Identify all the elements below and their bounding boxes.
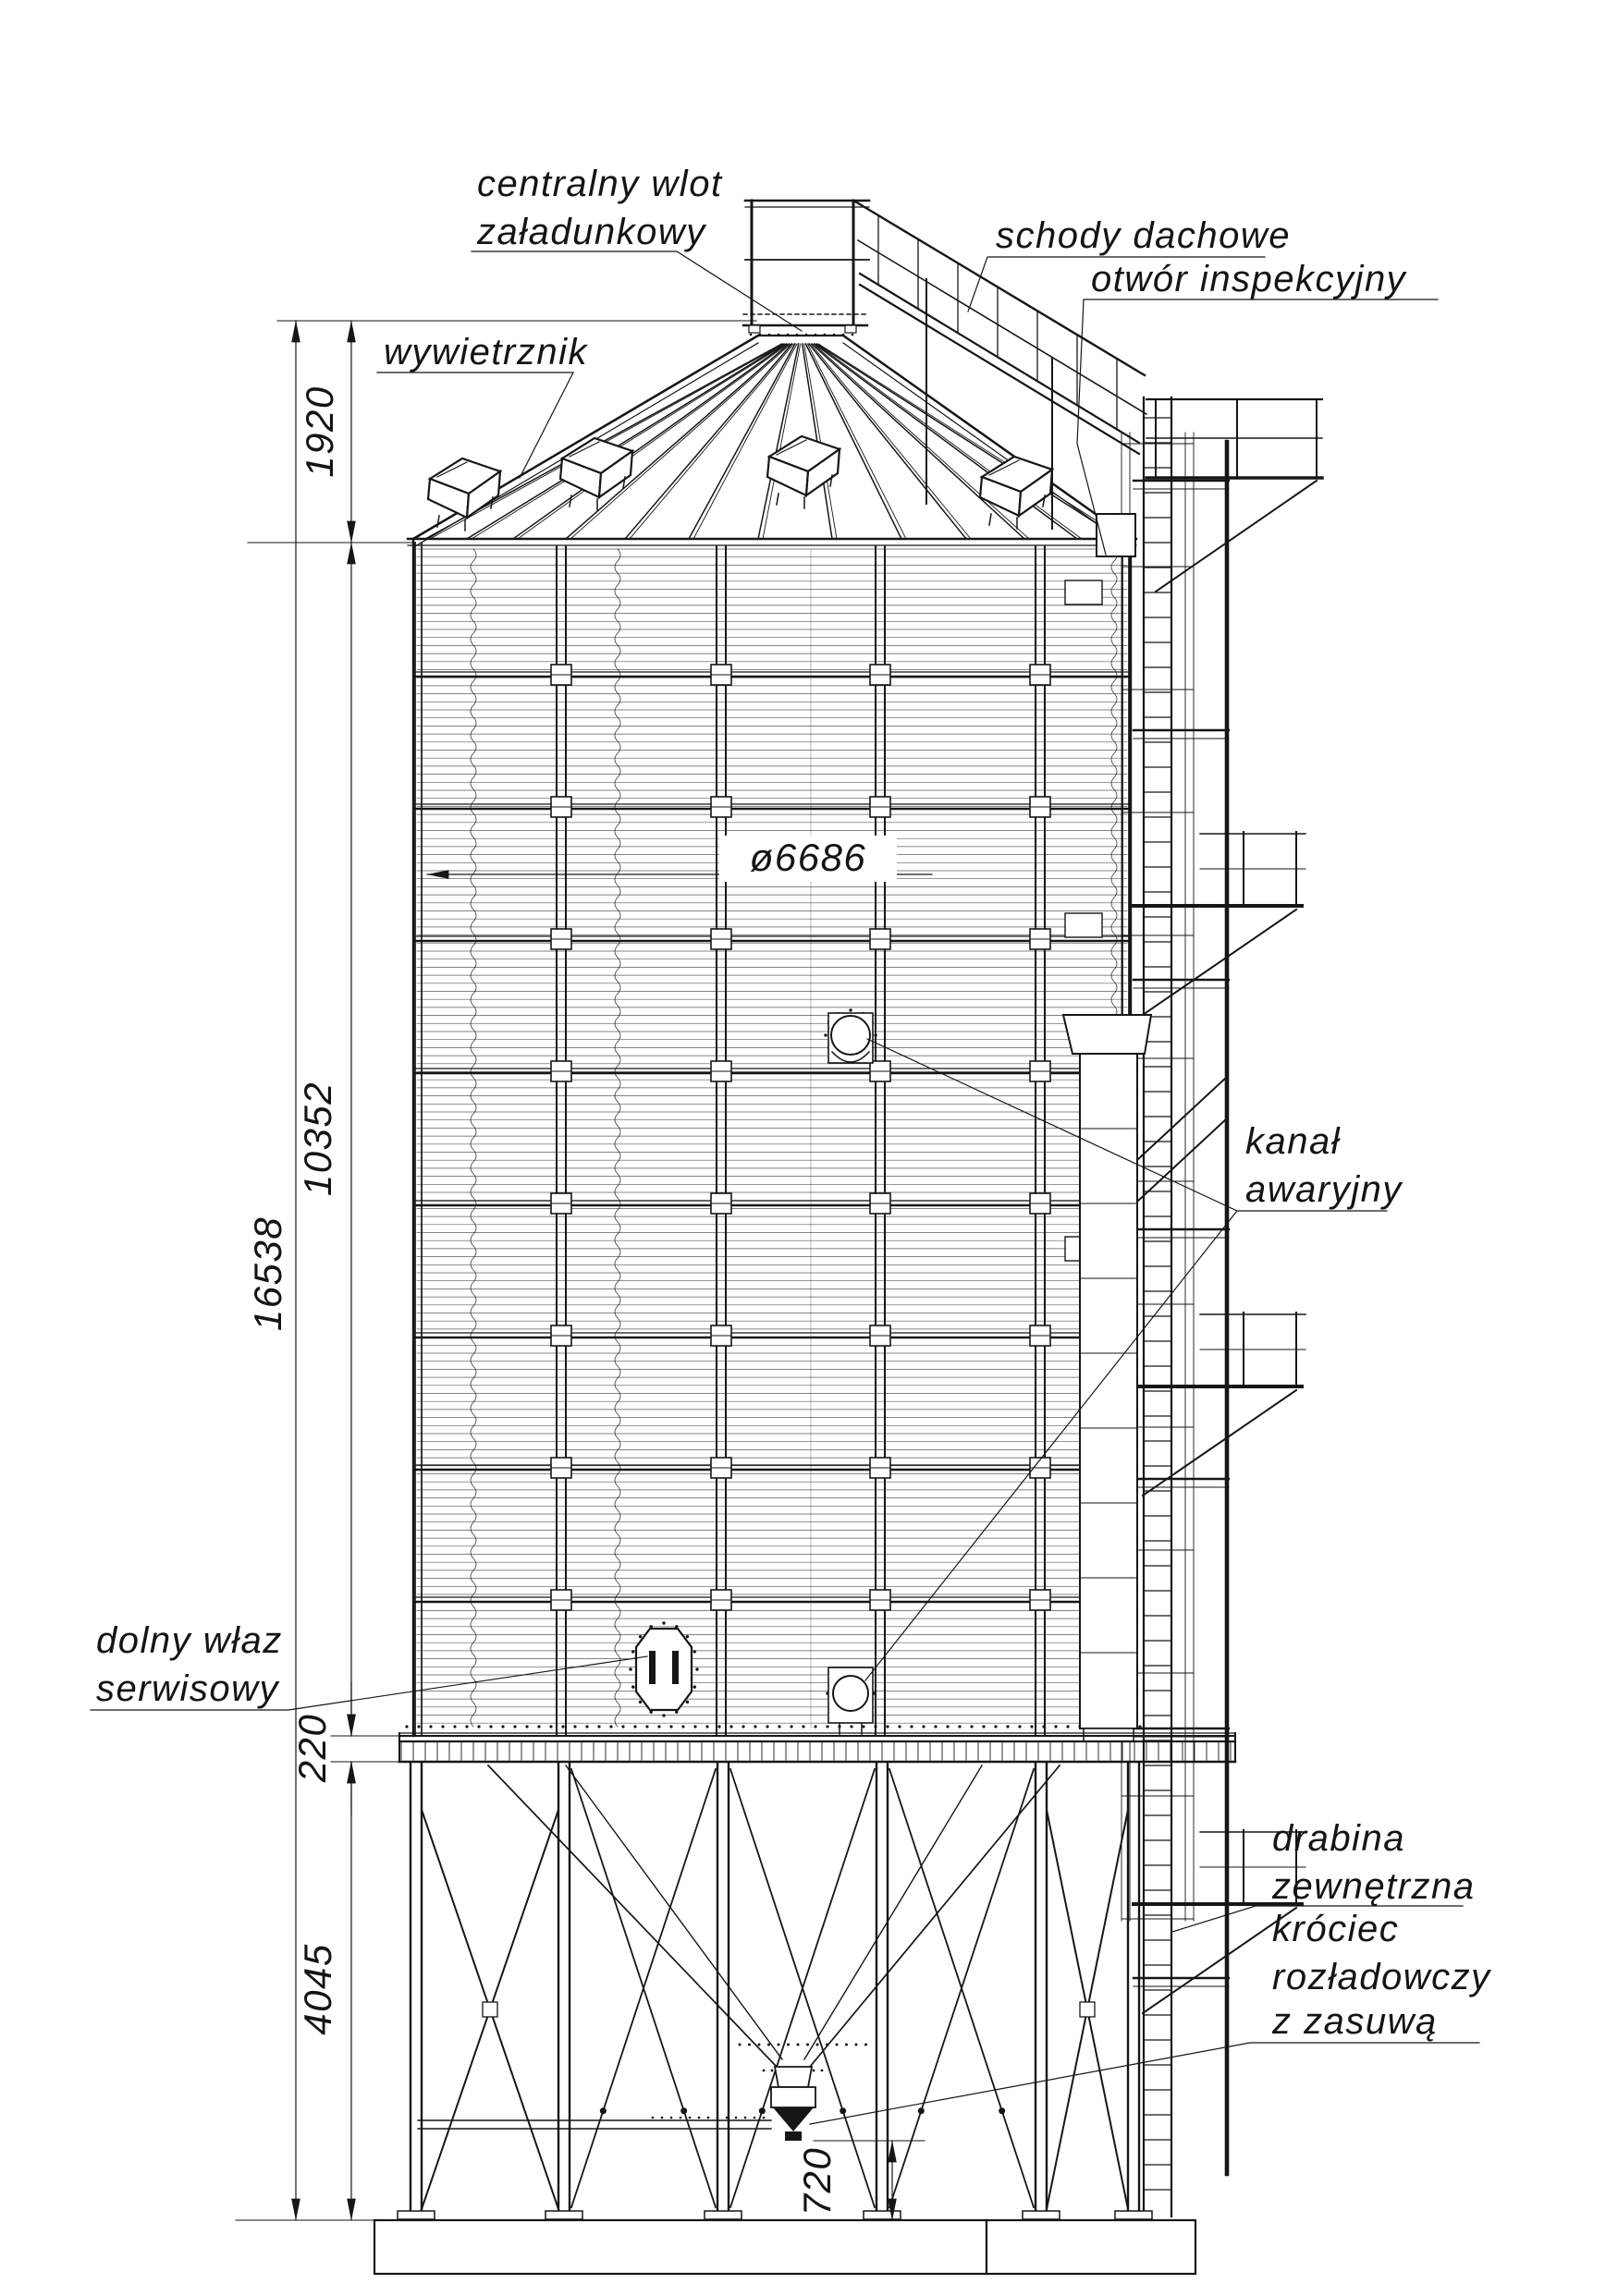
label-service-hatch-line1: dolny właz <box>96 1620 283 1661</box>
dimension-roof-height: 1920 <box>298 385 341 478</box>
lower-service-hatch <box>636 1629 692 1710</box>
label-external-ladder-line1: drabina <box>1272 1818 1405 1859</box>
label-service-hatch-line2: serwisowy <box>96 1668 279 1709</box>
emergency-channel-duct <box>1063 1015 1227 1741</box>
support-legs-bracing <box>398 1764 1152 2219</box>
label-central-inlet-line2: załadunkowy <box>477 212 706 252</box>
top-platform-railing <box>743 201 869 333</box>
lower-wall-hatch <box>828 1667 873 1734</box>
label-inspection-opening: otwór inspekcyjny <box>1091 259 1407 299</box>
label-emergency-channel-line1: kanał <box>1245 1121 1342 1162</box>
inspection-hatch <box>1097 514 1135 556</box>
silo-body-corrugation <box>415 543 1129 1736</box>
label-roof-stairs: schody dachowe <box>996 215 1291 256</box>
label-discharge-line2: rozładowczy <box>1272 1957 1491 1997</box>
dimension-ring-beam-height: 220 <box>290 1713 334 1783</box>
discharge-spout <box>771 2067 815 2141</box>
dimension-diameter: ø6686 <box>749 836 867 879</box>
label-central-inlet-line1: centralny wlot <box>477 164 723 204</box>
label-external-ladder-line2: zewnętrzna <box>1272 1866 1476 1907</box>
dimension-support-height: 4045 <box>296 1943 339 2035</box>
label-ventilator: wywietrznik <box>384 332 588 372</box>
label-emergency-channel-line2: awaryjny <box>1245 1169 1403 1210</box>
upper-wall-hatch <box>828 1013 873 1063</box>
dimension-total-height: 16538 <box>246 1215 289 1332</box>
silo-body-outline <box>408 539 1136 1736</box>
eave-landing-platform <box>1146 399 1322 592</box>
foundation-slabs <box>374 2220 1195 2274</box>
dimension-body-height: 10352 <box>296 1081 339 1197</box>
label-discharge-line3: z zasuwą <box>1272 2001 1438 2042</box>
dimension-outlet-clearance: 720 <box>795 2146 839 2217</box>
label-discharge-line1: króciec <box>1272 1909 1400 1949</box>
